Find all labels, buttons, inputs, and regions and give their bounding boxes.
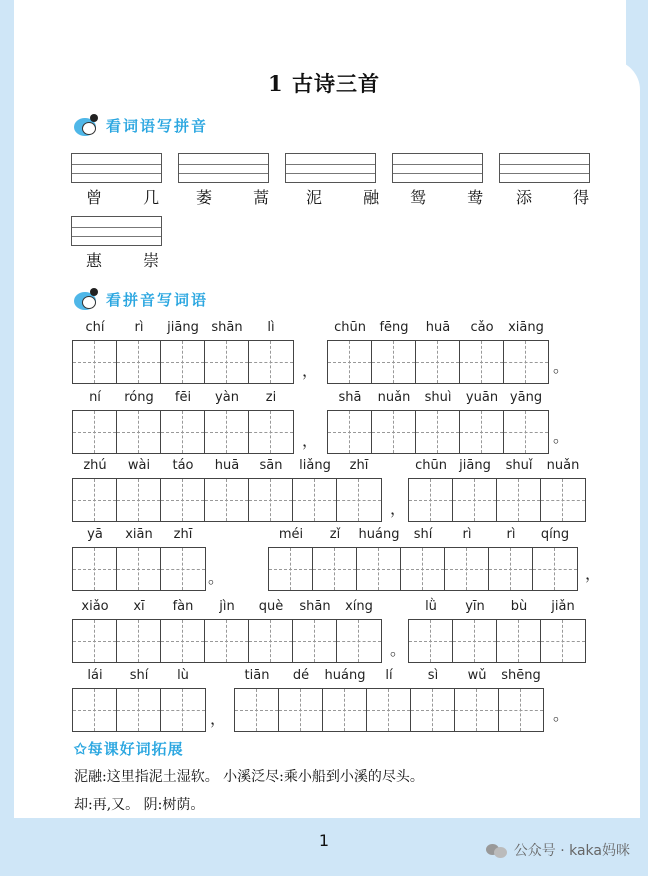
writing-grid-6b[interactable] bbox=[234, 688, 544, 732]
writing-cell[interactable] bbox=[504, 411, 548, 453]
pinyin-label: chūn bbox=[334, 320, 366, 335]
pinyin-label: táo bbox=[172, 458, 194, 473]
word-6: 惠 崇 bbox=[86, 251, 178, 270]
pinyin-label: chí bbox=[85, 320, 105, 335]
pinyin-label: huáng bbox=[324, 668, 366, 683]
writing-cell[interactable] bbox=[117, 620, 161, 662]
pinyin-label: yàn bbox=[215, 390, 239, 405]
pinyin-label: zhī bbox=[349, 458, 369, 473]
writing-cell[interactable] bbox=[313, 548, 357, 590]
section-header-pinyin bbox=[74, 114, 208, 136]
pinyin-box-2[interactable] bbox=[178, 153, 269, 183]
writing-cell[interactable] bbox=[205, 411, 249, 453]
pinyin-label: tiān bbox=[244, 668, 270, 683]
writing-grid-1a[interactable] bbox=[72, 340, 294, 384]
writing-cell[interactable] bbox=[328, 411, 372, 453]
extension-header: ✩每课好词拓展 bbox=[74, 740, 184, 758]
writing-cell[interactable] bbox=[416, 411, 460, 453]
section-label: 看词语写拼音 bbox=[106, 116, 209, 135]
writing-cell[interactable] bbox=[460, 341, 504, 383]
writing-cell[interactable] bbox=[453, 620, 497, 662]
pinyin-label: huáng bbox=[358, 527, 400, 542]
writing-cell[interactable] bbox=[357, 548, 401, 590]
wechat-icon bbox=[486, 842, 508, 858]
pinyin-box-6[interactable] bbox=[71, 216, 162, 246]
section-label: 看拼音写词语 bbox=[106, 290, 209, 309]
writing-cell[interactable] bbox=[499, 689, 543, 731]
writing-cell[interactable] bbox=[205, 620, 249, 662]
writing-grid-4a[interactable] bbox=[72, 547, 206, 591]
writing-cell[interactable] bbox=[279, 689, 323, 731]
writing-cell[interactable] bbox=[161, 479, 205, 521]
punctuation-mark: 。 bbox=[553, 427, 570, 446]
pinyin-label: róng bbox=[124, 390, 154, 405]
punctuation-mark: ， bbox=[210, 709, 227, 728]
pinyin-label: dé bbox=[292, 668, 310, 683]
pinyin-label: shān bbox=[211, 320, 243, 335]
punctuation-mark: 。 bbox=[208, 568, 225, 587]
writing-cell[interactable] bbox=[73, 411, 117, 453]
pinyin-label: rì bbox=[134, 320, 144, 335]
writing-cell[interactable] bbox=[367, 689, 411, 731]
writing-cell[interactable] bbox=[328, 341, 372, 383]
writing-grid-4b[interactable] bbox=[268, 547, 578, 591]
punctuation-mark: 。 bbox=[553, 357, 570, 376]
writing-cell[interactable] bbox=[445, 548, 489, 590]
writing-cell[interactable] bbox=[401, 548, 445, 590]
writing-cell[interactable] bbox=[293, 620, 337, 662]
pinyin-label: shuì bbox=[424, 390, 452, 405]
writing-cell[interactable] bbox=[161, 689, 205, 731]
writing-cell[interactable] bbox=[411, 689, 455, 731]
lesson-title: 1 古诗三首 bbox=[268, 71, 380, 96]
writing-cell[interactable] bbox=[205, 341, 249, 383]
writing-cell[interactable] bbox=[235, 689, 279, 731]
writing-cell[interactable] bbox=[117, 341, 161, 383]
pinyin-label: nuǎn bbox=[377, 390, 411, 405]
word-3: 泥 融 bbox=[306, 188, 398, 207]
pinyin-label: què bbox=[258, 599, 284, 614]
pinyin-label: yāng bbox=[509, 390, 543, 405]
writing-cell[interactable] bbox=[117, 689, 161, 731]
extension-line-1: 泥融:这里指泥土湿软。 小溪泛尽:乘小船到小溪的尽头。 bbox=[74, 769, 424, 785]
writing-cell[interactable] bbox=[323, 689, 367, 731]
pinyin-label: jiǎn bbox=[551, 599, 575, 614]
pinyin-label: lì bbox=[267, 320, 275, 335]
writing-cell[interactable] bbox=[497, 479, 541, 521]
writing-cell[interactable] bbox=[73, 479, 117, 521]
pinyin-label: shēng bbox=[501, 668, 541, 683]
pinyin-label: rì bbox=[506, 527, 516, 542]
pinyin-label: lǜ bbox=[425, 599, 437, 614]
punctuation-mark: 。 bbox=[390, 640, 407, 659]
pinyin-box-5[interactable] bbox=[499, 153, 590, 183]
punctuation-mark: ， bbox=[390, 499, 407, 518]
writing-cell[interactable] bbox=[541, 479, 585, 521]
pinyin-label: ní bbox=[89, 390, 101, 405]
writing-grid-3a[interactable] bbox=[72, 478, 382, 522]
extension-line-2: 却:再,又。 阴:树荫。 bbox=[74, 797, 205, 813]
word-2: 萎 蒿 bbox=[196, 188, 288, 207]
writing-cell[interactable] bbox=[293, 479, 337, 521]
writing-cell[interactable] bbox=[117, 411, 161, 453]
word-4: 鸳 鸯 bbox=[410, 188, 502, 207]
writing-cell[interactable] bbox=[249, 411, 293, 453]
pinyin-label: sì bbox=[427, 668, 439, 683]
writing-cell[interactable] bbox=[372, 411, 416, 453]
writing-cell[interactable] bbox=[249, 341, 293, 383]
writing-grid-3b[interactable] bbox=[408, 478, 586, 522]
pinyin-label: zhī bbox=[173, 527, 193, 542]
pinyin-label: fēng bbox=[379, 320, 409, 335]
writing-cell[interactable] bbox=[73, 689, 117, 731]
writing-cell[interactable] bbox=[489, 548, 533, 590]
writing-grid-2a[interactable] bbox=[72, 410, 294, 454]
pinyin-label: wǔ bbox=[467, 668, 487, 683]
pinyin-label: shuǐ bbox=[505, 458, 533, 473]
pinyin-label: xiān bbox=[125, 527, 153, 542]
pinyin-label: huā bbox=[425, 320, 451, 335]
pinyin-label: lù bbox=[177, 668, 189, 683]
pinyin-label: méi bbox=[278, 527, 304, 542]
writing-cell[interactable] bbox=[161, 411, 205, 453]
pinyin-label: wài bbox=[127, 458, 151, 473]
writing-cell[interactable] bbox=[117, 548, 161, 590]
pinyin-label: zhú bbox=[83, 458, 107, 473]
pinyin-box-1[interactable] bbox=[71, 153, 162, 183]
writing-cell[interactable] bbox=[453, 479, 497, 521]
pinyin-box-4[interactable] bbox=[392, 153, 483, 183]
pinyin-label: yuān bbox=[465, 390, 499, 405]
pinyin-label: shí bbox=[129, 668, 149, 683]
panda-icon bbox=[74, 288, 100, 310]
pinyin-label: shā bbox=[338, 390, 362, 405]
pinyin-label: liǎng bbox=[299, 458, 331, 473]
writing-grid-5a[interactable] bbox=[72, 619, 382, 663]
writing-cell[interactable] bbox=[73, 620, 117, 662]
pinyin-label: zǐ bbox=[329, 527, 341, 542]
writing-cell[interactable] bbox=[161, 620, 205, 662]
writing-cell[interactable] bbox=[337, 620, 381, 662]
punctuation-mark: 。 bbox=[553, 705, 570, 724]
pinyin-label: xiǎo bbox=[81, 599, 109, 614]
pinyin-label: huā bbox=[214, 458, 240, 473]
pinyin-label: jiāng bbox=[167, 320, 199, 335]
writing-cell[interactable] bbox=[409, 479, 453, 521]
writing-cell[interactable] bbox=[409, 620, 453, 662]
writing-cell[interactable] bbox=[460, 411, 504, 453]
pinyin-label: lái bbox=[87, 668, 103, 683]
writing-cell[interactable] bbox=[73, 548, 117, 590]
punctuation-mark: ， bbox=[302, 431, 319, 450]
writing-cell[interactable] bbox=[117, 479, 161, 521]
watermark-text: 公众号 · kaka妈咪 bbox=[513, 843, 630, 859]
writing-cell[interactable] bbox=[249, 620, 293, 662]
pinyin-label: jiāng bbox=[459, 458, 491, 473]
writing-cell[interactable] bbox=[249, 479, 293, 521]
writing-cell[interactable] bbox=[337, 479, 381, 521]
panda-icon bbox=[74, 114, 100, 136]
pinyin-label: lí bbox=[385, 668, 393, 683]
punctuation-mark: ， bbox=[302, 361, 319, 380]
writing-grid-2b[interactable] bbox=[327, 410, 549, 454]
writing-grid-5b[interactable] bbox=[408, 619, 586, 663]
writing-cell[interactable] bbox=[205, 479, 249, 521]
writing-grid-1b[interactable] bbox=[327, 340, 549, 384]
pinyin-label: jìn bbox=[219, 599, 235, 614]
pinyin-label: sān bbox=[259, 458, 283, 473]
pinyin-box-3[interactable] bbox=[285, 153, 376, 183]
writing-cell[interactable] bbox=[504, 341, 548, 383]
pinyin-label: rì bbox=[462, 527, 472, 542]
pinyin-label: bù bbox=[510, 599, 528, 614]
pinyin-label: yīn bbox=[465, 599, 485, 614]
writing-grid-6a[interactable] bbox=[72, 688, 206, 732]
writing-cell[interactable] bbox=[269, 548, 313, 590]
writing-cell[interactable] bbox=[497, 620, 541, 662]
writing-cell[interactable] bbox=[455, 689, 499, 731]
pinyin-label: zi bbox=[265, 390, 277, 405]
pinyin-label: nuǎn bbox=[546, 458, 580, 473]
punctuation-mark: ， bbox=[585, 564, 602, 583]
section-header-words bbox=[74, 288, 208, 310]
word-5: 添 得 bbox=[516, 188, 608, 207]
writing-cell[interactable] bbox=[541, 620, 585, 662]
pinyin-label: fēi bbox=[174, 390, 192, 405]
page-number: 1 bbox=[318, 831, 330, 850]
pinyin-label: chūn bbox=[415, 458, 447, 473]
writing-cell[interactable] bbox=[533, 548, 577, 590]
word-1: 曾 几 bbox=[86, 188, 178, 207]
pinyin-label: xī bbox=[133, 599, 145, 614]
pinyin-label: yā bbox=[87, 527, 103, 542]
writing-cell[interactable] bbox=[372, 341, 416, 383]
pinyin-label: qíng bbox=[540, 527, 570, 542]
writing-cell[interactable] bbox=[161, 341, 205, 383]
pinyin-label: cǎo bbox=[470, 320, 494, 335]
pinyin-label: shān bbox=[299, 599, 331, 614]
watermark bbox=[486, 840, 630, 860]
pinyin-label: shí bbox=[413, 527, 433, 542]
writing-cell[interactable] bbox=[161, 548, 205, 590]
writing-cell[interactable] bbox=[73, 341, 117, 383]
pinyin-label: xiāng bbox=[508, 320, 544, 335]
writing-cell[interactable] bbox=[416, 341, 460, 383]
pinyin-label: xíng bbox=[345, 599, 373, 614]
pinyin-label: fàn bbox=[172, 599, 194, 614]
